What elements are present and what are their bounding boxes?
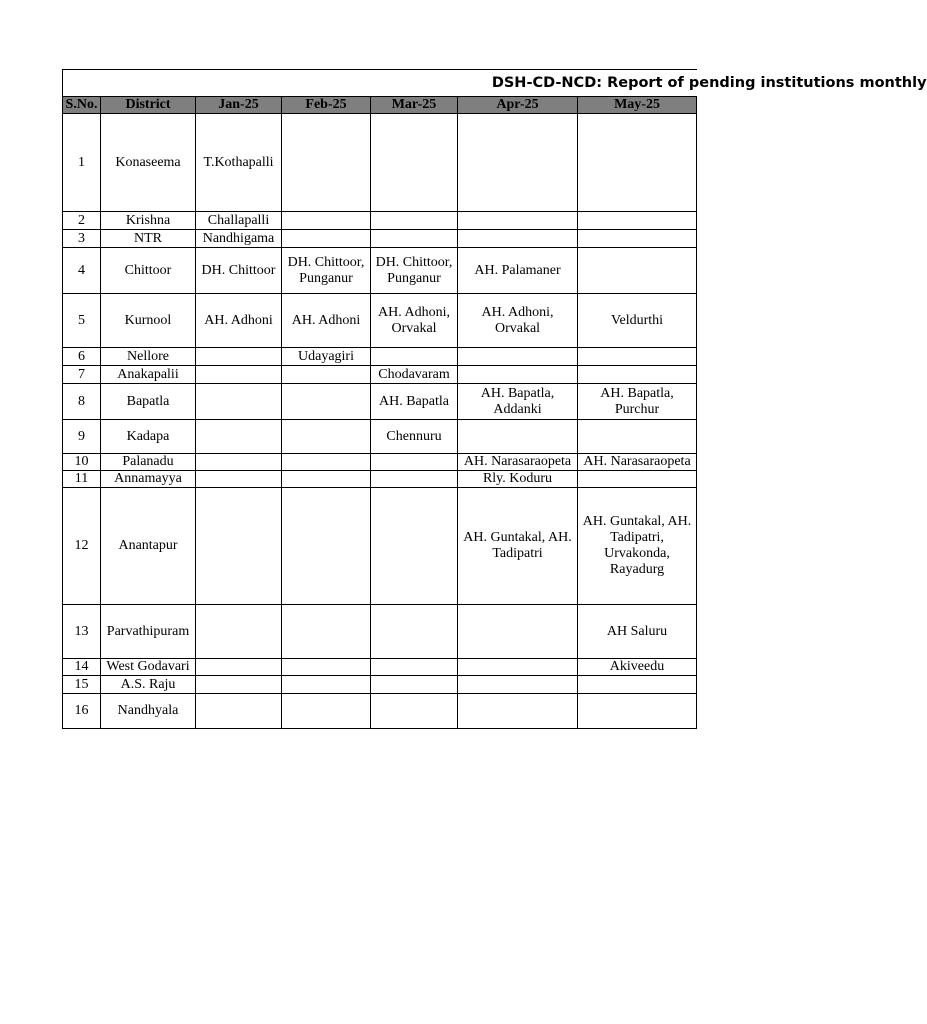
- cell-apr: AH. Adhoni, Orvakal: [458, 294, 578, 348]
- column-header-may: May-25: [578, 97, 697, 114]
- cell-apr: AH. Bapatla, Addanki: [458, 384, 578, 420]
- cell-mar: [371, 114, 458, 212]
- cell-mar: Chodavaram: [371, 366, 458, 384]
- cell-district: Anantapur: [101, 488, 196, 605]
- cell-district: Chittoor: [101, 248, 196, 294]
- cell-sno: 11: [63, 471, 101, 488]
- cell-apr: [458, 694, 578, 729]
- pending-institutions-table: [62, 69, 927, 729]
- cell-apr: AH. Palamaner: [458, 248, 578, 294]
- cell-jan: [196, 488, 282, 605]
- table-row: [63, 384, 697, 420]
- table-row: [63, 420, 697, 454]
- cell-sno: 10: [63, 454, 101, 471]
- cell-mar: [371, 488, 458, 605]
- cell-apr: [458, 676, 578, 694]
- cell-jan: [196, 676, 282, 694]
- cell-sno: 3: [63, 230, 101, 248]
- cell-apr: AH. Guntakal, AH. Tadipatri: [458, 488, 578, 605]
- cell-feb: [282, 659, 371, 676]
- cell-district: Anakapalii: [101, 366, 196, 384]
- cell-sno: 12: [63, 488, 101, 605]
- cell-may: [578, 366, 697, 384]
- cell-district: Konaseema: [101, 114, 196, 212]
- table-row: [63, 659, 697, 676]
- table-row: [63, 366, 697, 384]
- cell-sno: 9: [63, 420, 101, 454]
- cell-district: A.S. Raju: [101, 676, 196, 694]
- cell-feb: [282, 694, 371, 729]
- cell-may: Veldurthi: [578, 294, 697, 348]
- cell-may: [578, 212, 697, 230]
- cell-mar: [371, 212, 458, 230]
- cell-may: AH Saluru: [578, 605, 697, 659]
- report-sheet: [62, 69, 927, 729]
- cell-feb: Udayagiri: [282, 348, 371, 366]
- cell-apr: [458, 114, 578, 212]
- table-row: [63, 114, 697, 212]
- cell-feb: [282, 676, 371, 694]
- cell-district: Nandhyala: [101, 694, 196, 729]
- cell-sno: 8: [63, 384, 101, 420]
- cell-feb: [282, 488, 371, 605]
- cell-sno: 5: [63, 294, 101, 348]
- table-row: [63, 212, 697, 230]
- cell-mar: [371, 694, 458, 729]
- header-row: [63, 97, 697, 114]
- cell-sno: 14: [63, 659, 101, 676]
- cell-may: [578, 420, 697, 454]
- cell-apr: [458, 366, 578, 384]
- report-title-cell: [63, 70, 927, 97]
- cell-district: Kadapa: [101, 420, 196, 454]
- cell-mar: [371, 348, 458, 366]
- cell-mar: Chennuru: [371, 420, 458, 454]
- cell-feb: [282, 230, 371, 248]
- cell-sno: 13: [63, 605, 101, 659]
- cell-apr: Rly. Koduru: [458, 471, 578, 488]
- report-title: DSH-CD-NCD: Report of pending institutions monthly: [491, 75, 927, 91]
- cell-mar: [371, 659, 458, 676]
- column-header-jan: Jan-25: [196, 97, 282, 114]
- cell-feb: DH. Chittoor, Punganur: [282, 248, 371, 294]
- cell-apr: [458, 659, 578, 676]
- cell-jan: DH. Chittoor: [196, 248, 282, 294]
- cell-may: AH. Guntakal, AH. Tadipatri, Urvakonda, Rayadurg: [578, 488, 697, 605]
- table-row: [63, 471, 697, 488]
- cell-apr: AH. Narasaraopeta: [458, 454, 578, 471]
- cell-may: AH. Bapatla, Purchur: [578, 384, 697, 420]
- column-header-sno: S.No.: [63, 97, 101, 114]
- table-row: [63, 230, 697, 248]
- cell-jan: AH. Adhoni: [196, 294, 282, 348]
- cell-may: [578, 694, 697, 729]
- table-row: [63, 605, 697, 659]
- cell-district: Bapatla: [101, 384, 196, 420]
- table-row: [63, 488, 697, 605]
- cell-may: [578, 676, 697, 694]
- cell-mar: [371, 454, 458, 471]
- cell-jan: [196, 659, 282, 676]
- cell-feb: [282, 605, 371, 659]
- cell-may: [578, 114, 697, 212]
- cell-mar: [371, 230, 458, 248]
- table-row: [63, 676, 697, 694]
- cell-sno: 15: [63, 676, 101, 694]
- cell-jan: [196, 366, 282, 384]
- cell-feb: [282, 366, 371, 384]
- column-header-feb: Feb-25: [282, 97, 371, 114]
- cell-mar: AH. Adhoni, Orvakal: [371, 294, 458, 348]
- cell-feb: AH. Adhoni: [282, 294, 371, 348]
- title-row: [63, 70, 697, 97]
- cell-may: [578, 230, 697, 248]
- cell-apr: [458, 212, 578, 230]
- cell-may: [578, 348, 697, 366]
- cell-feb: [282, 212, 371, 230]
- column-header-mar: Mar-25: [371, 97, 458, 114]
- cell-feb: [282, 384, 371, 420]
- cell-district: Annamayya: [101, 471, 196, 488]
- table-row: [63, 694, 697, 729]
- cell-may: Akiveedu: [578, 659, 697, 676]
- cell-sno: 4: [63, 248, 101, 294]
- table-row: [63, 454, 697, 471]
- cell-mar: [371, 676, 458, 694]
- cell-district: NTR: [101, 230, 196, 248]
- cell-jan: [196, 694, 282, 729]
- cell-district: Nellore: [101, 348, 196, 366]
- cell-district: Parvathipuram: [101, 605, 196, 659]
- cell-district: Kurnool: [101, 294, 196, 348]
- cell-jan: Nandhigama: [196, 230, 282, 248]
- cell-jan: [196, 348, 282, 366]
- cell-may: [578, 248, 697, 294]
- cell-sno: 2: [63, 212, 101, 230]
- cell-may: [578, 471, 697, 488]
- cell-jan: [196, 420, 282, 454]
- cell-sno: 16: [63, 694, 101, 729]
- cell-jan: [196, 454, 282, 471]
- cell-feb: [282, 420, 371, 454]
- cell-jan: T.Kothapalli: [196, 114, 282, 212]
- cell-feb: [282, 114, 371, 212]
- cell-jan: [196, 471, 282, 488]
- cell-feb: [282, 471, 371, 488]
- table-row: [63, 348, 697, 366]
- cell-jan: [196, 605, 282, 659]
- cell-apr: [458, 420, 578, 454]
- cell-apr: [458, 605, 578, 659]
- cell-mar: AH. Bapatla: [371, 384, 458, 420]
- cell-jan: Challapalli: [196, 212, 282, 230]
- cell-feb: [282, 454, 371, 471]
- cell-apr: [458, 348, 578, 366]
- cell-mar: [371, 471, 458, 488]
- cell-apr: [458, 230, 578, 248]
- cell-jan: [196, 384, 282, 420]
- table-row: [63, 248, 697, 294]
- cell-district: Palanadu: [101, 454, 196, 471]
- cell-district: Krishna: [101, 212, 196, 230]
- cell-sno: 6: [63, 348, 101, 366]
- cell-mar: [371, 605, 458, 659]
- cell-sno: 7: [63, 366, 101, 384]
- cell-sno: 1: [63, 114, 101, 212]
- cell-district: West Godavari: [101, 659, 196, 676]
- column-header-district: District: [101, 97, 196, 114]
- table-row: [63, 294, 697, 348]
- column-header-apr: Apr-25: [458, 97, 578, 114]
- cell-may: AH. Narasaraopeta: [578, 454, 697, 471]
- cell-mar: DH. Chittoor, Punganur: [371, 248, 458, 294]
